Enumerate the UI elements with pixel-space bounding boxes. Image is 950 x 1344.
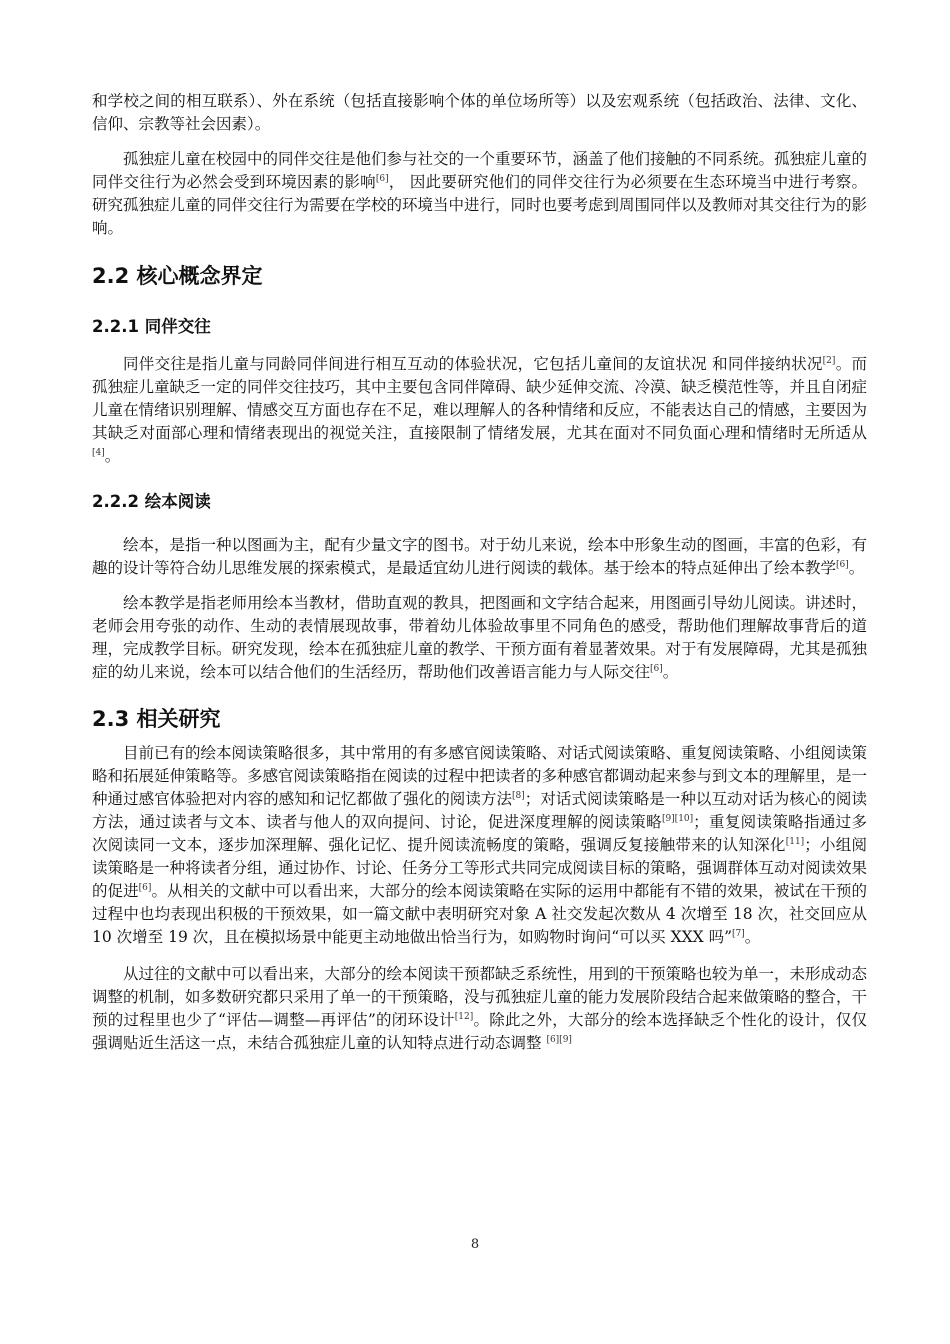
citation: [11] [785,837,805,847]
text-run: 。而孤独症儿童缺乏一定的同伴交往技巧，其中主要包含同伴障碍、缺少延伸交流、冷漠、缺乏模范性等，并且自闭症儿童在情绪识别理解、情感交互方面也存在不足，难以理解人的各种情绪和反应，不能表达自己的情感，主要因为其缺乏对面部心理和情绪表现出的视觉关注，直接限制了情绪发展，尤其在面对不同负面心理和情绪时无所适从 [92,355,868,442]
citation: [2] [822,356,836,366]
citation: [6] [650,664,663,674]
citation: [6] [836,560,849,570]
text-run: ， 因此要研究他们的同伴交往行为必须要在生态环境当中进行考察。研究孤独症儿童的同伴交往行为需要在学校的环境当中进行，同时也要考虑到周围同伴以及教师对其交往行为的影响。 [92,173,868,237]
paragraph-reading-strategies [92,742,867,949]
text-run: 从过往的文献中可以看出来，大部分的绘本阅读干预都缺乏系统性，用到的干预策略也较为单一，未形成动态调整的机制，如多数研究都只采用了单一的干预策略，没与孤独症儿童的能力发展阶段结合起来做策略的整合，干预的过程里也少了“评估—调整—再评估”的闭环设计 [92,965,868,1029]
page-number: 8 [470,1237,480,1252]
text-run: 。除此之外，大部分的绘本选择缺乏个性化的设计，仅仅强调贴近生活这一点，未结合孤独症儿童的认知特点进行动态调整 [92,1011,867,1052]
paragraph-picture-book-definition [92,534,867,580]
paragraph-peer-interaction-definition [92,353,867,468]
text-run: 。 [848,559,865,577]
section-heading-2-3: 2.3 相关研究 [92,707,221,731]
subsection-heading-2-2-1: 2.2.1 同伴交往 [92,317,211,336]
text-run: 同伴交往是指儿童与同龄同伴间进行相互互动的体验状况，它包括儿童间的友谊状况 和同伴接纳状况 [123,355,823,373]
text-run: 。 [744,928,761,946]
section-heading-2-2: 2.2 核心概念界定 [92,264,263,288]
text-run: 绘本，是指一种以图画为主，配有少量文字的图书。对于幼儿来说，绘本中形象生动的图画，丰富的色彩，有趣的设计等符合幼儿思维发展的探索模式，是最适宜幼儿进行阅读的载体。基于绘本的特点延伸出了绘本教学 [92,536,868,577]
text-run: 目前已有的绘本阅读策略很多，其中常用的有多感官阅读策略、对话式阅读策略、重复阅读策略、小组阅读策略和拓展延伸策略等。多感官阅读策略指在阅读的过程中把读者的多种感官都调动起来参与到文本的理解里，是一种通过感官体验把对内容的感知和记忆都做了强化的阅读方法 [92,744,868,808]
text-run: 。 [104,447,121,465]
paragraph-ecosystem-continued: 和学校之间的相互联系）、外在系统（包括直接影响个体的单位场所等）以及宏观系统（包括政治、法律、文化、信仰、宗教等社会因素）。 [92,92,867,133]
citation: [7] [732,929,745,939]
page-content [92,90,867,1055]
paragraph-research-gaps [92,963,867,1055]
citation: [8] [512,791,525,801]
citation: [12] [454,1012,474,1022]
text-run: 绘本教学是指老师用绘本当教材，借助直观的教具，把图画和文字结合起来，用图画引导幼儿阅读。讲述时，老师会用夸张的动作、生动的表情展现故事，带着幼儿体验故事里不同角色的感受，帮助他们理解故事背后的道理，完成教学目标。研究发现，绘本在孤独症儿童的教学、干预方面有着显著效果。对于有发展障碍，尤其是孤独症的幼儿来说，绘本可以结合他们的生活经历，帮助他们改善语言能力与人际交往 [92,594,868,681]
citation: [6][9] [546,1035,572,1045]
text-run: 。从相关的文献中可以看出来，大部分的绘本阅读策略在实际的运用中都能有不错的效果，被试在干预的过程中也均表现出积极的干预效果，如一篇文献中表明研究对象 A 社交发起次数从 4 次增至 18 次，社交回应从 10 次增至 19 次，且在模拟场景中能更主动地做出恰当行为，如购物时询问“可以买 XXX 吗” [92,882,867,946]
text-run: ；对话式阅读策略是一种以互动对话为核心的阅读方法，通过读者与文本、读者与他人的双向提问、讨论，促进深度理解的阅读策略 [92,790,867,831]
text-run: 。 [662,663,679,681]
citation: [9][10] [661,814,694,824]
text-run: 孤独症儿童在校园中的同伴交往是他们参与社交的一个重要环节，涵盖了他们接触的不同系统。孤独症儿童的同伴交往行为必然会受到环境因素的影响 [92,150,868,191]
citation: [6] [138,883,152,893]
text-run: ；重复阅读策略指通过多次阅读同一文本，逐步加深理解、强化记忆、提升阅读流畅度的策略，强调反复接触带来的认知深化 [92,813,867,854]
subsection-heading-2-2-2: 2.2.2 绘本阅读 [92,492,211,511]
citation: [6] [375,174,389,184]
text-run: ；小组阅读策略是一种将读者分组，通过协作、讨论、任务分工等形式共同完成阅读目标的策略，强调群体互动对阅读效果的促进 [92,836,868,900]
paragraph-peer-interaction-environment [92,148,867,240]
paragraph-picture-book-teaching [92,592,867,684]
citation: [4] [92,448,105,458]
